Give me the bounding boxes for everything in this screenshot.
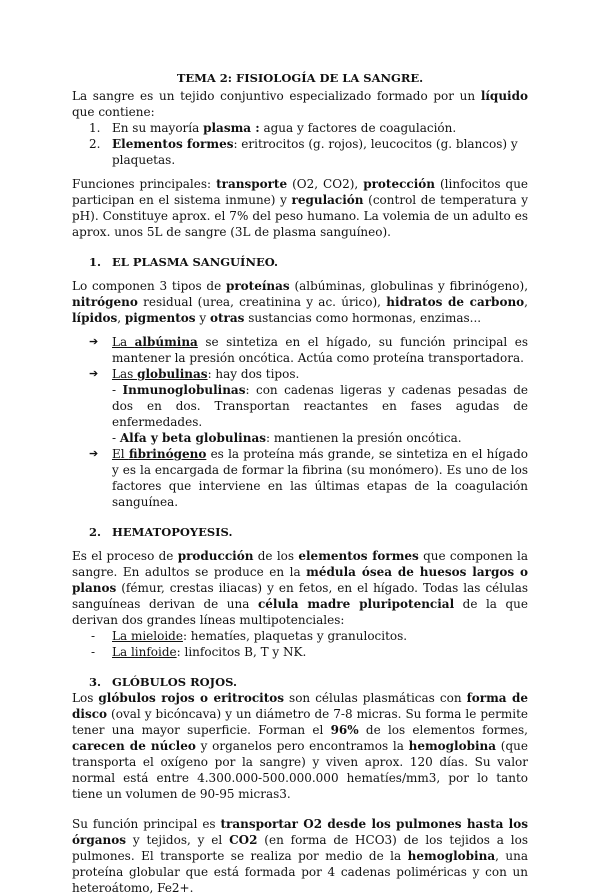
arrow-icon: ➔: [89, 335, 99, 348]
section-heading-plasma: 1. EL PLASMA SANGUÍNEO.: [89, 255, 279, 269]
list-item: 1. En su mayoría plasma : agua y factores de coagulación.: [89, 121, 457, 135]
linfoide-item: - La linfoide: linfocitos B, T y NK.: [91, 645, 307, 659]
alfa-beta-item: - Alfa y beta globulinas: mantienen la presión oncótica.: [112, 431, 462, 445]
document-title: TEMA 2: FISIOLOGÍA DE LA SANGRE.: [176, 71, 424, 85]
functions-paragraph: Funciones principales: transporte (O2, CO2), protección (linfocitos que participan en el sistema inmune) y regulación (control de temperatura y pH). Constituye aprox. el 7% del peso humano. La volemia de un adulto es aprox. unos 5L de sangre (3L de plasma sanguíneo).: [72, 177, 529, 239]
hematopoyesis-paragraph: Es el proceso de producción de los elementos formes que componen la sangre. En adultos se produce en la médula ósea de huesos largos o planos (fémur, crestas iliacas) y en fetos, en el hígado. Todas las células sanguíneas derivan de una célula madre pluripotencial de la que derivan dos grandes líneas multipotenciales:: [72, 549, 528, 627]
plasma-paragraph: Lo componen 3 tipos de proteínas (albúminas, globulinas y fibrinógeno), nitrógeno residual (urea, creatinina y ac. úrico), hidratos de carbono, lípidos, pigmentos y otras sustancias como hormonas, enzimas...: [72, 279, 529, 325]
inmunoglobulinas-item: - Inmunoglobulinas: con cadenas ligeras y cadenas pesadas de dos en dos. Transportan reactantes en fases agudas de enfermedades.: [112, 383, 528, 429]
albumina-item: ➔ La albúmina se sintetiza en el hígado, su función principal es mantener la presión oncótica. Actúa como proteína transportadora.: [89, 335, 529, 365]
globulinas-item: ➔ Las globulinas: hay dos tipos.: [89, 367, 300, 381]
funcion-paragraph: Su función principal es transportar O2 desde los pulmones hasta los órganos y tejidos, y el CO2 (en forma de HCO3) de los tejidos a los pulmones. El transporte se realiza por medio de la hemoglobina, una proteína globular que está formada por 4 cadenas poliméricas y con un heteroátomo, Fe2+.: [72, 817, 528, 895]
globulos-rojos-paragraph: Los glóbulos rojos o eritrocitos son células plasmáticas con forma de disco (oval y bicóncava) y un diámetro de 7-8 micras. Su forma le permite tener una mayor superficie. Forman el 96% de los elementos formes, carecen de núcleo y organelos pero encontramos la hemoglobina (que transporta el oxígeno por la sangre) y viven aprox. 120 días. Su valor normal está entre 4.300.000-500.000.000 hematíes/mm3, por lo tanto tiene un volumen de 90-95 micras3.: [72, 691, 529, 801]
mieloide-item: - La mieloide: hematíes, plaquetas y granulocitos.: [91, 629, 408, 643]
arrow-icon: ➔: [89, 367, 99, 380]
intro-paragraph: La sangre es un tejido conjuntivo especializado formado por un líquido que contiene:: [72, 89, 528, 119]
arrow-icon: ➔: [89, 447, 99, 460]
intro-list: [72, 120, 528, 168]
document-page: [72, 70, 528, 896]
list-item: 2. Elementos formes: eritrocitos (g. rojos), leucocitos (g. blancos) y plaquetas.: [89, 137, 518, 167]
section-heading-hematopoyesis: 2. HEMATOPOYESIS.: [89, 525, 233, 539]
fibrinogeno-item: ➔ El fibrinógeno es la proteína más grande, se sintetiza en el hígado y es la encargada de formar la fibrina (su monómero). Es uno de los factores que interviene en las últimas etapas de la coagulación sanguínea.: [89, 447, 528, 509]
section-heading-globulos-rojos: 3. GLÓBULOS ROJOS.: [89, 675, 238, 689]
